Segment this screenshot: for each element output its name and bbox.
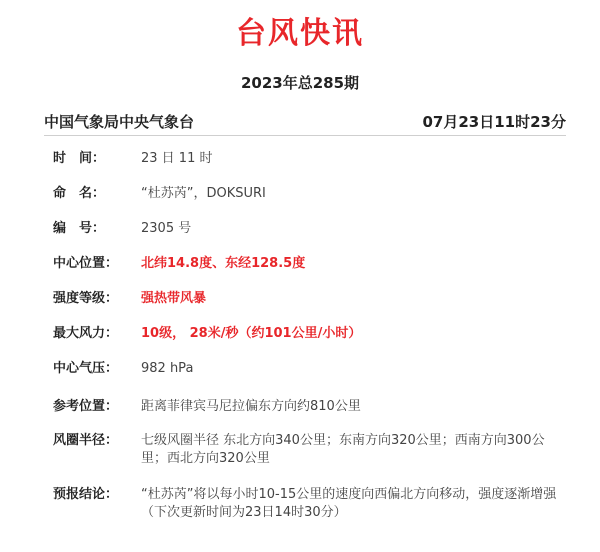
field-reference-position-label: 参考位置：	[53, 399, 119, 414]
field-number-label: 编 号：	[53, 221, 106, 236]
field-number-value: 2305 号	[141, 221, 192, 236]
field-wind-radius-value: 七级风圈半径 东北方向340公里；东南方向320公里；西南方向300公里；西北方向320公里	[141, 433, 545, 466]
field-forecast-label: 预报结论：	[53, 487, 119, 502]
field-name-value: “杜苏芮”，DOKSURI	[141, 186, 266, 201]
field-intensity-level-value: 强热带风暴	[141, 291, 207, 306]
forecast-text: “杜苏芮”将以每小时10-15公里的速度向西偏北方向移动，强度逐渐增强	[141, 487, 557, 502]
field-center-pressure-label: 中心气压：	[53, 361, 119, 376]
field-wind-radius-label: 风圈半径：	[53, 433, 119, 448]
page-title: 台风快讯	[236, 16, 364, 51]
issue-number: 2023年总285期	[240, 74, 360, 92]
field-time-label: 时 间：	[53, 151, 106, 166]
field-max-wind-label: 最大风力：	[53, 326, 119, 341]
field-name-label: 命 名：	[53, 186, 106, 201]
issuing-agency: 中国气象局中央气象台	[44, 113, 195, 131]
field-max-wind-value: 10级， 28米/秒（约101公里/小时）	[141, 326, 362, 341]
field-center-pressure-value: 982 hPa	[141, 361, 194, 376]
field-forecast-value	[141, 486, 559, 522]
field-center-position-value: 北纬14.8度、东经128.5度	[141, 256, 306, 271]
next-update-note: （下次更新时间为23日14时30分）	[141, 505, 347, 520]
issue-datetime: 07月23日11时23分	[422, 113, 566, 131]
field-reference-position-value: 距离菲律宾马尼拉偏东方向约810公里	[141, 399, 361, 414]
field-center-position-label: 中心位置：	[53, 256, 119, 271]
field-time-value: 23 日 11 时	[141, 151, 213, 166]
field-intensity-level-label: 强度等级：	[53, 291, 119, 306]
bulletin-header	[44, 109, 566, 136]
